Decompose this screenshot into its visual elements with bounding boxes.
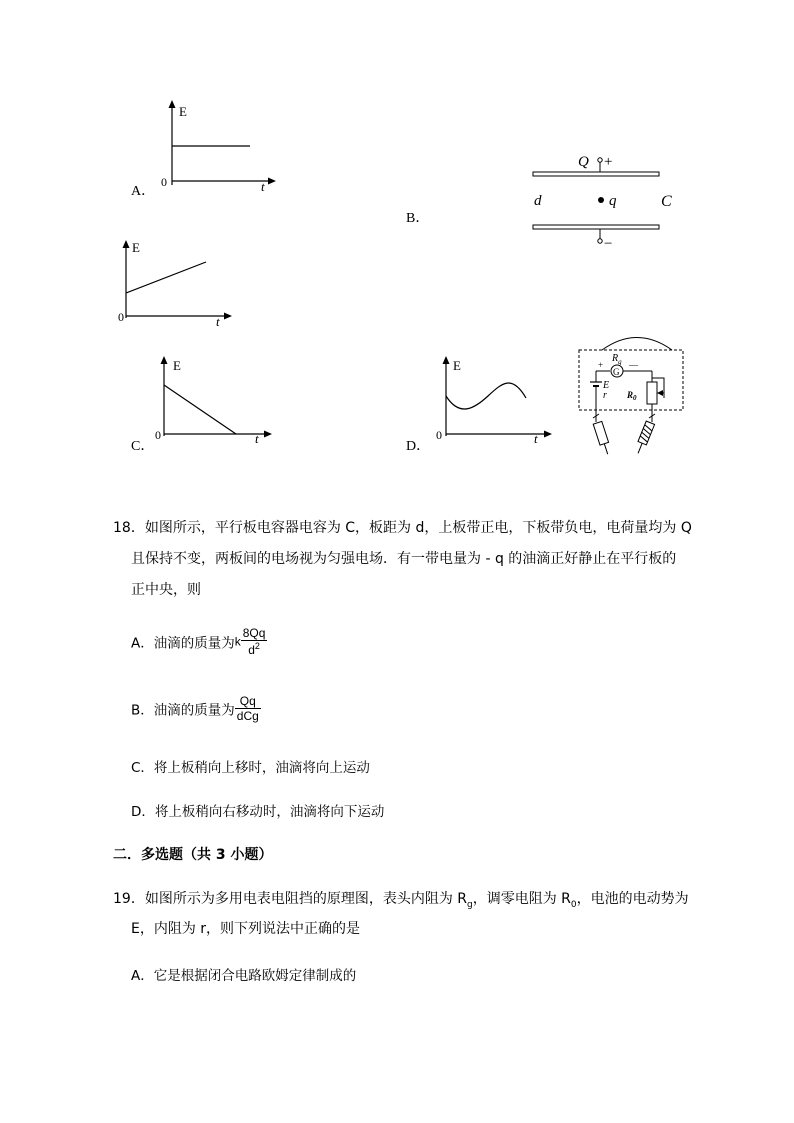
capacitor-d-label: d bbox=[534, 193, 542, 209]
option-c-letter: C． bbox=[131, 439, 155, 454]
graph-a-y-label: E bbox=[132, 240, 140, 255]
option-b-fraction bbox=[235, 694, 261, 723]
graph-c-y-label: E bbox=[173, 358, 181, 373]
option-b-text: B．油滴的质量为 bbox=[131, 702, 235, 719]
capacitor-plus: + bbox=[604, 154, 613, 170]
graph-e-constant-x-label: t bbox=[261, 179, 265, 194]
option-b-denominator: dCg bbox=[236, 709, 259, 723]
graph-d-x-label: t bbox=[534, 431, 538, 446]
circuit-rg-label: $R_g$ bbox=[612, 353, 622, 366]
graph-e-constant-y-label: E bbox=[179, 104, 187, 119]
capacitor-minus: − bbox=[604, 236, 613, 252]
graph-d-y-label: E bbox=[453, 358, 461, 373]
graph-a-origin: 0 bbox=[118, 310, 124, 324]
option-a-denominator: $d^2$ bbox=[248, 641, 260, 657]
option-b-letter: B． bbox=[406, 211, 430, 226]
graph-option-a bbox=[110, 234, 240, 329]
graph-c-x-label: t bbox=[255, 431, 259, 446]
graph-c-origin: 0 bbox=[155, 428, 161, 442]
question-18-line-3: 正中央，则 bbox=[131, 582, 201, 598]
question-19-line-2: E，内阻为 r，则下列说法中正确的是 bbox=[131, 921, 361, 937]
graph-d-origin: 0 bbox=[436, 428, 442, 442]
circuit-e-label: E bbox=[603, 380, 610, 391]
svg-text:+: + bbox=[598, 360, 604, 370]
option-a-text: A．油滴的质量为 bbox=[131, 635, 235, 652]
section-heading-multiple-choice: 二．多选题（共 3 小题） bbox=[113, 847, 273, 863]
option-d-letter: D． bbox=[406, 439, 431, 454]
question-18-option-d: D．将上板稍向右移动时，油滴将向下运动 bbox=[131, 804, 385, 820]
question-18-option-a bbox=[131, 626, 267, 657]
question-19-option-a: A．它是根据闭合电路欧姆定律制成的 bbox=[131, 968, 357, 984]
capacitor-c-label: C bbox=[661, 193, 672, 210]
question-18-option-c: C．将上板稍向上移时，油滴将向上运动 bbox=[131, 760, 370, 776]
graph-option-d bbox=[430, 350, 560, 450]
option-b-numerator: Qq bbox=[235, 694, 261, 709]
question-18-line-2: 且保持不变，两板间的电场视为匀强电场．有一带电量为 ‑ q 的油滴正好静止在平行板的 bbox=[131, 551, 677, 567]
capacitor-diagram bbox=[525, 148, 685, 253]
capacitor-q-label: Q bbox=[578, 154, 589, 170]
circuit-g-label: G bbox=[613, 367, 620, 377]
option-a-letter: A． bbox=[131, 184, 156, 199]
graph-option-c bbox=[150, 350, 280, 450]
option-a-k: k bbox=[234, 634, 241, 649]
capacitor-charge-q: q bbox=[609, 193, 617, 209]
question-19-line-1: 19．如图所示为多用电表电阻挡的原理图，表头内阻为 $R_g$，调零电阻为 $R_0$，电池的电动势为 bbox=[113, 891, 689, 910]
svg-text:—: — bbox=[629, 360, 638, 370]
question-18-option-b bbox=[131, 694, 261, 723]
circuit-r-label: r bbox=[603, 390, 607, 401]
graph-e-constant-origin: 0 bbox=[161, 175, 167, 189]
option-a-numerator: 8Qq bbox=[242, 626, 266, 640]
ohmmeter-circuit-diagram bbox=[572, 330, 687, 460]
option-a-fraction bbox=[241, 626, 268, 657]
question-18-line-1: 18．如图所示，平行板电容器电容为 C，板距为 d，上板带正电，下板带负电，电荷量均为 Q bbox=[113, 520, 692, 536]
graph-a-x-label: t bbox=[216, 314, 220, 329]
circuit-r0-label: $R_0$ bbox=[627, 390, 637, 402]
